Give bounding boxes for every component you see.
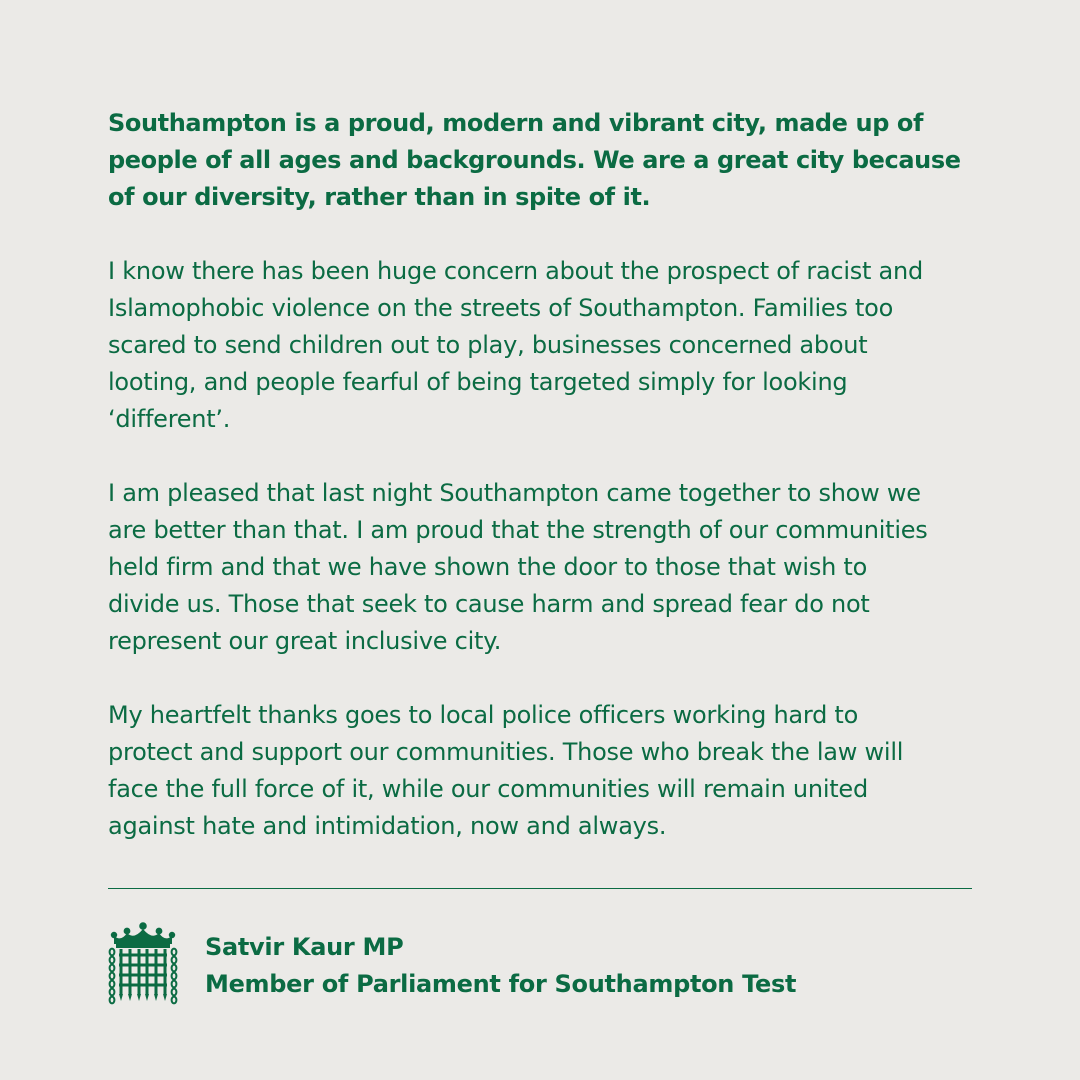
signature-block <box>108 922 796 1006</box>
signature-text <box>205 929 796 1003</box>
body-paragraph-thanks: My heartfelt thanks goes to local police officers working hard to protect and support our communities. Those who break the law will face the full force of it, while our communities will remain united against hate and intimidation, now and always. <box>108 701 904 840</box>
body-paragraph-concern: I know there has been huge concern about the prospect of racist and Islamophobic violence on the streets of Southampton. Families too scared to send children out to play, businesses concerned about looting, and people fearful of being targeted simply for looking ‘different’. <box>108 257 923 433</box>
portcullis-icon <box>108 922 178 1006</box>
lead-paragraph: Southampton is a proud, modern and vibrant city, made up of people of all ages and backgrounds. We are a great city because of our diversity, rather than in spite of it. <box>108 109 961 211</box>
statement-body <box>108 105 978 882</box>
divider <box>108 888 972 889</box>
signatory-name: Satvir Kaur MP <box>205 933 404 961</box>
body-paragraph-community: I am pleased that last night Southampton came together to show we are better than that. I am proud that the strength of our communities held firm and that we have shown the door to those that wish to divide us. Those that seek to cause harm and spread fear do not represent our great inclusive city. <box>108 479 928 655</box>
signatory-role: Member of Parliament for Southampton Test <box>205 970 797 998</box>
